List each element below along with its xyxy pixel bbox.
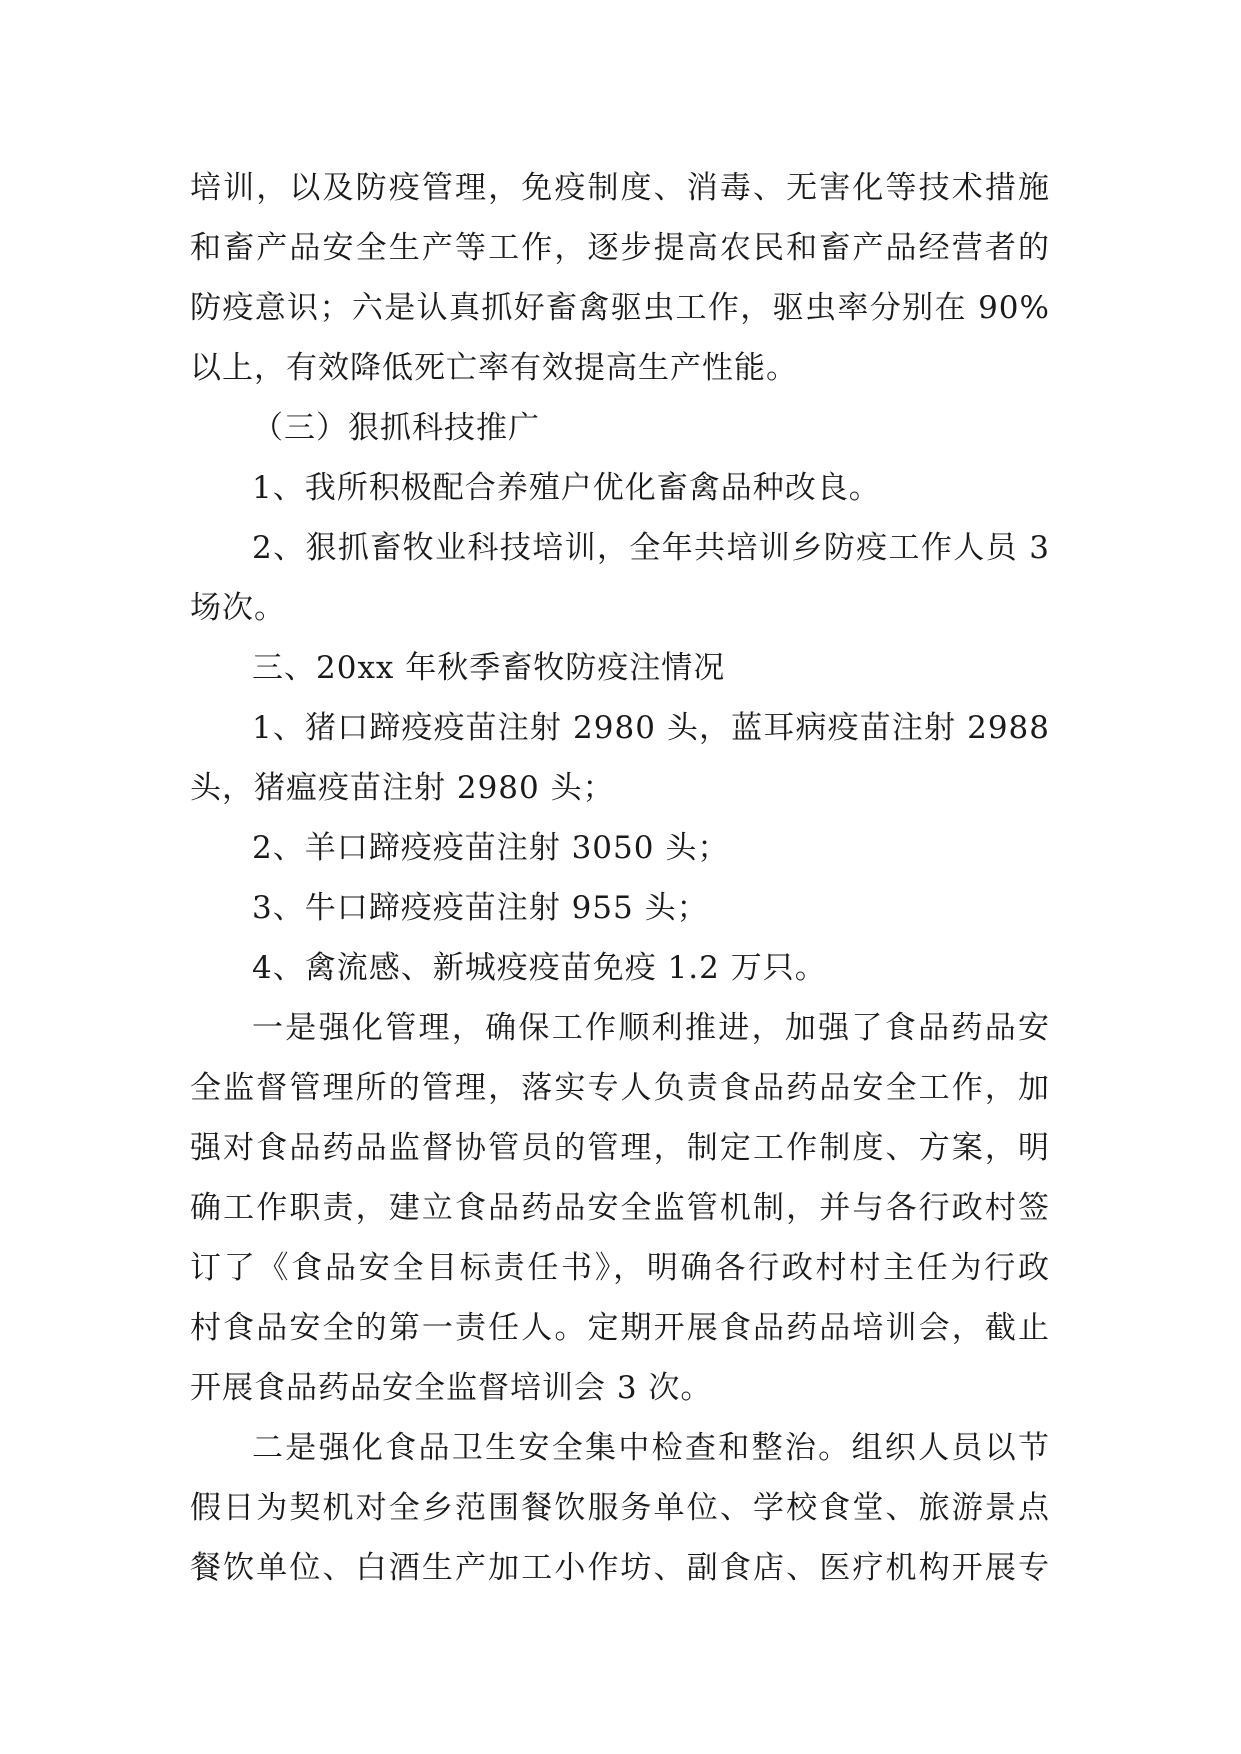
paragraph-line: 开展食品药品安全监督培训会 3 次。 [190, 1370, 713, 1406]
section-heading: 三、20xx 年秋季畜牧防疫注情况 [252, 650, 726, 686]
paragraph-line: 培训，以及防疫管理，免疫制度、消毒、无害化等技术措施 [190, 170, 1050, 206]
list-item: 2、狠抓畜牧业科技培训，全年共培训乡防疫工作人员 3 [252, 530, 1050, 566]
paragraph-line: 订了《食品安全目标责任书》，明确各行政村村主任为行政 [190, 1250, 1050, 1286]
paragraph-line: 二是强化食品卫生安全集中检查和整治。组织人员以节 [252, 1430, 1050, 1466]
document-body [190, 158, 1050, 1598]
list-item-continuation: 场次。 [190, 590, 286, 626]
paragraph-line: 村食品安全的第一责任人。定期开展食品药品培训会，截止 [190, 1310, 1050, 1346]
paragraph-line: 防疫意识；六是认真抓好畜禽驱虫工作，驱虫率分别在 90% [190, 290, 1050, 326]
paragraph-line: 餐饮单位、白酒生产加工小作坊、副食店、医疗机构开展专 [190, 1550, 1050, 1586]
list-item: 2、羊口蹄疫疫苗注射 3050 头； [252, 830, 730, 866]
list-item: 4、禽流感、新城疫疫苗免疫 1.2 万只。 [252, 950, 827, 986]
list-item-continuation: 头，猪瘟疫苗注射 2980 头； [190, 770, 615, 806]
paragraph-line: 和畜产品安全生产等工作，逐步提高农民和畜产品经营者的 [190, 230, 1050, 266]
paragraph-line: 强对食品药品监督协管员的管理，制定工作制度、方案，明 [190, 1130, 1050, 1166]
paragraph-line: 以上，有效降低死亡率有效提高生产性能。 [190, 350, 798, 386]
list-item: 3、牛口蹄疫疫苗注射 955 头； [252, 890, 709, 926]
paragraph-line: 确工作职责，建立食品药品安全监管机制，并与各行政村签 [190, 1190, 1050, 1226]
paragraph-line: 全监督管理所的管理，落实专人负责食品药品安全工作，加 [190, 1070, 1050, 1106]
list-item: 1、猪口蹄疫疫苗注射 2980 头，蓝耳病疫苗注射 2988 [252, 710, 1050, 746]
paragraph-line: 一是强化管理，确保工作顺利推进，加强了食品药品安 [252, 1010, 1050, 1046]
section-heading: （三）狠抓科技推广 [252, 410, 540, 446]
list-item: 1、我所积极配合养殖户优化畜禽品种改良。 [252, 470, 881, 506]
paragraph-line: 假日为契机对全乡范围餐饮服务单位、学校食堂、旅游景点 [190, 1490, 1050, 1526]
